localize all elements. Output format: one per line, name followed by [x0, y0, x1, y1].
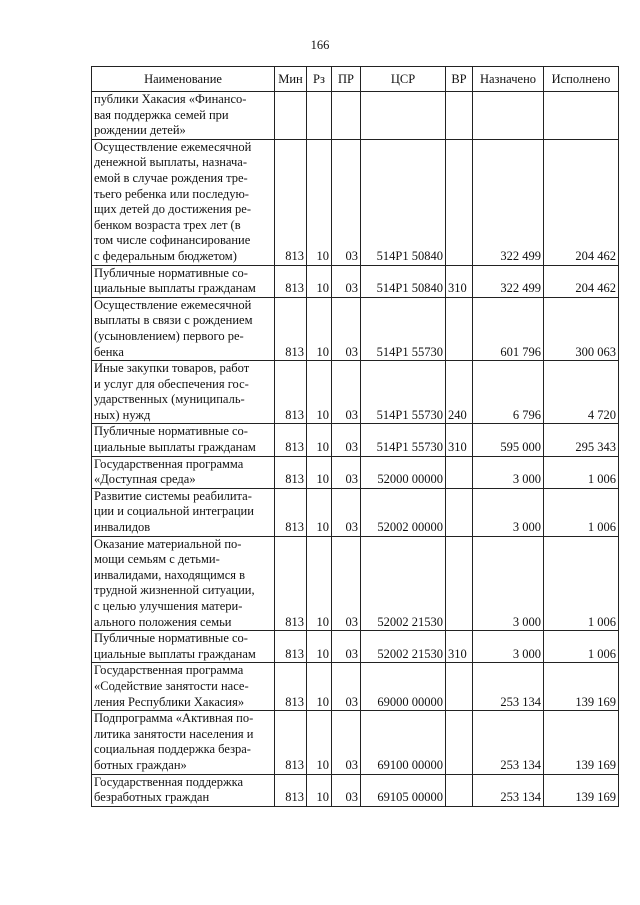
cell-executed	[544, 92, 619, 140]
cell-executed: 1 006	[544, 456, 619, 488]
cell-assigned: 6 796	[473, 361, 544, 424]
cell-csr: 514P1 50840	[361, 139, 446, 265]
cell-rz: 10	[307, 536, 332, 631]
cell-name: Осуществление ежемесячной денежной выплаты, назнача- емой в случае рождения тре- тьего ребенка или последую- щих детей до достижения ре- бенком возраста трех лет (в том числе софинансирование с федеральным бюджетом)	[92, 139, 275, 265]
cell-executed: 139 169	[544, 774, 619, 806]
header-rz: Рз	[307, 67, 332, 92]
cell-csr: 69105 00000	[361, 774, 446, 806]
table-row	[92, 774, 619, 806]
cell-assigned: 253 134	[473, 711, 544, 774]
table-row	[92, 92, 619, 140]
table-row	[92, 265, 619, 297]
header-executed: Исполнено	[544, 67, 619, 92]
cell-name: Подпрограмма «Активная по- литика занятости населения и социальная поддержка безра- ботных граждан»	[92, 711, 275, 774]
cell-pr: 03	[332, 536, 361, 631]
table-row	[92, 536, 619, 631]
cell-executed: 139 169	[544, 663, 619, 711]
cell-vr	[446, 711, 473, 774]
cell-executed: 295 343	[544, 424, 619, 456]
cell-rz: 10	[307, 631, 332, 663]
header-pr: ПР	[332, 67, 361, 92]
cell-name: Развитие системы реабилита- ции и социальной интеграции инвалидов	[92, 488, 275, 536]
cell-rz: 10	[307, 774, 332, 806]
cell-vr	[446, 297, 473, 360]
cell-csr	[361, 92, 446, 140]
cell-min: 813	[275, 663, 307, 711]
cell-name: Государственная программа «Содействие занятости насе- ления Республики Хакасия»	[92, 663, 275, 711]
header-assigned: Назначено	[473, 67, 544, 92]
cell-pr: 03	[332, 631, 361, 663]
cell-min: 813	[275, 774, 307, 806]
table-row	[92, 711, 619, 774]
cell-csr: 514P1 55730	[361, 361, 446, 424]
cell-vr	[446, 663, 473, 711]
cell-assigned: 601 796	[473, 297, 544, 360]
cell-name: публики Хакасия «Финансо- вая поддержка семей при рождении детей»	[92, 92, 275, 140]
cell-assigned: 3 000	[473, 536, 544, 631]
table-row	[92, 139, 619, 265]
cell-rz: 10	[307, 424, 332, 456]
cell-min: 813	[275, 536, 307, 631]
table-row	[92, 297, 619, 360]
cell-executed: 1 006	[544, 631, 619, 663]
cell-assigned: 322 499	[473, 139, 544, 265]
cell-vr: 310	[446, 631, 473, 663]
cell-name: Публичные нормативные со- циальные выплаты гражданам	[92, 424, 275, 456]
cell-name: Публичные нормативные со- циальные выплаты гражданам	[92, 631, 275, 663]
cell-assigned: 3 000	[473, 488, 544, 536]
cell-vr: 310	[446, 265, 473, 297]
cell-name: Осуществление ежемесячной выплаты в связи с рождением (усыновлением) первого ре- бенка	[92, 297, 275, 360]
cell-pr: 03	[332, 265, 361, 297]
budget-table	[91, 66, 619, 807]
cell-vr: 240	[446, 361, 473, 424]
cell-csr: 52002 21530	[361, 631, 446, 663]
header-name: Наименование	[92, 67, 275, 92]
cell-csr: 69100 00000	[361, 711, 446, 774]
header-csr: ЦСР	[361, 67, 446, 92]
cell-assigned: 3 000	[473, 456, 544, 488]
cell-rz: 10	[307, 297, 332, 360]
cell-assigned: 595 000	[473, 424, 544, 456]
cell-min: 813	[275, 488, 307, 536]
cell-vr	[446, 456, 473, 488]
cell-executed: 204 462	[544, 139, 619, 265]
cell-vr	[446, 536, 473, 631]
cell-csr: 514P1 55730	[361, 297, 446, 360]
cell-min: 813	[275, 139, 307, 265]
cell-assigned	[473, 92, 544, 140]
cell-executed: 1 006	[544, 536, 619, 631]
cell-name: Государственная поддержка безработных граждан	[92, 774, 275, 806]
table-row	[92, 456, 619, 488]
table-row	[92, 663, 619, 711]
cell-csr: 514P1 50840	[361, 265, 446, 297]
cell-min: 813	[275, 297, 307, 360]
cell-executed: 4 720	[544, 361, 619, 424]
header-vr: ВР	[446, 67, 473, 92]
table-body	[92, 92, 619, 807]
cell-pr: 03	[332, 297, 361, 360]
cell-rz: 10	[307, 711, 332, 774]
cell-rz: 10	[307, 488, 332, 536]
cell-min: 813	[275, 361, 307, 424]
cell-pr: 03	[332, 424, 361, 456]
cell-min: 813	[275, 631, 307, 663]
cell-executed: 1 006	[544, 488, 619, 536]
table-row	[92, 361, 619, 424]
cell-name: Иные закупки товаров, работ и услуг для обеспечения гос- ударственных (муниципаль- ных) нужд	[92, 361, 275, 424]
cell-rz: 10	[307, 361, 332, 424]
cell-csr: 52002 21530	[361, 536, 446, 631]
page-number: 166	[310, 38, 330, 52]
cell-executed: 204 462	[544, 265, 619, 297]
table-row	[92, 424, 619, 456]
cell-vr	[446, 774, 473, 806]
cell-name: Оказание материальной по- мощи семьям с детьми- инвалидами, находящимся в трудной жизненной ситуации, с целью улучшения матери- ального положения семьи	[92, 536, 275, 631]
cell-assigned: 253 134	[473, 774, 544, 806]
cell-assigned: 322 499	[473, 265, 544, 297]
cell-min: 813	[275, 711, 307, 774]
cell-rz	[307, 92, 332, 140]
cell-vr	[446, 139, 473, 265]
cell-min: 813	[275, 456, 307, 488]
cell-pr: 03	[332, 774, 361, 806]
cell-assigned: 253 134	[473, 663, 544, 711]
cell-rz: 10	[307, 456, 332, 488]
table-row	[92, 631, 619, 663]
cell-vr: 310	[446, 424, 473, 456]
cell-vr	[446, 488, 473, 536]
cell-pr: 03	[332, 663, 361, 711]
cell-min	[275, 92, 307, 140]
cell-rz: 10	[307, 265, 332, 297]
cell-pr: 03	[332, 139, 361, 265]
cell-pr: 03	[332, 711, 361, 774]
cell-csr: 52002 00000	[361, 488, 446, 536]
cell-vr	[446, 92, 473, 140]
cell-min: 813	[275, 265, 307, 297]
cell-pr: 03	[332, 488, 361, 536]
cell-pr	[332, 92, 361, 140]
header-min: Мин	[275, 67, 307, 92]
table-header-row	[92, 67, 619, 92]
cell-csr: 52000 00000	[361, 456, 446, 488]
cell-name: Государственная программа «Доступная среда»	[92, 456, 275, 488]
cell-pr: 03	[332, 456, 361, 488]
cell-name: Публичные нормативные со- циальные выплаты гражданам	[92, 265, 275, 297]
table-row	[92, 488, 619, 536]
cell-assigned: 3 000	[473, 631, 544, 663]
cell-executed: 300 063	[544, 297, 619, 360]
cell-csr: 69000 00000	[361, 663, 446, 711]
cell-pr: 03	[332, 361, 361, 424]
cell-csr: 514P1 55730	[361, 424, 446, 456]
cell-executed: 139 169	[544, 711, 619, 774]
cell-min: 813	[275, 424, 307, 456]
cell-rz: 10	[307, 139, 332, 265]
cell-rz: 10	[307, 663, 332, 711]
